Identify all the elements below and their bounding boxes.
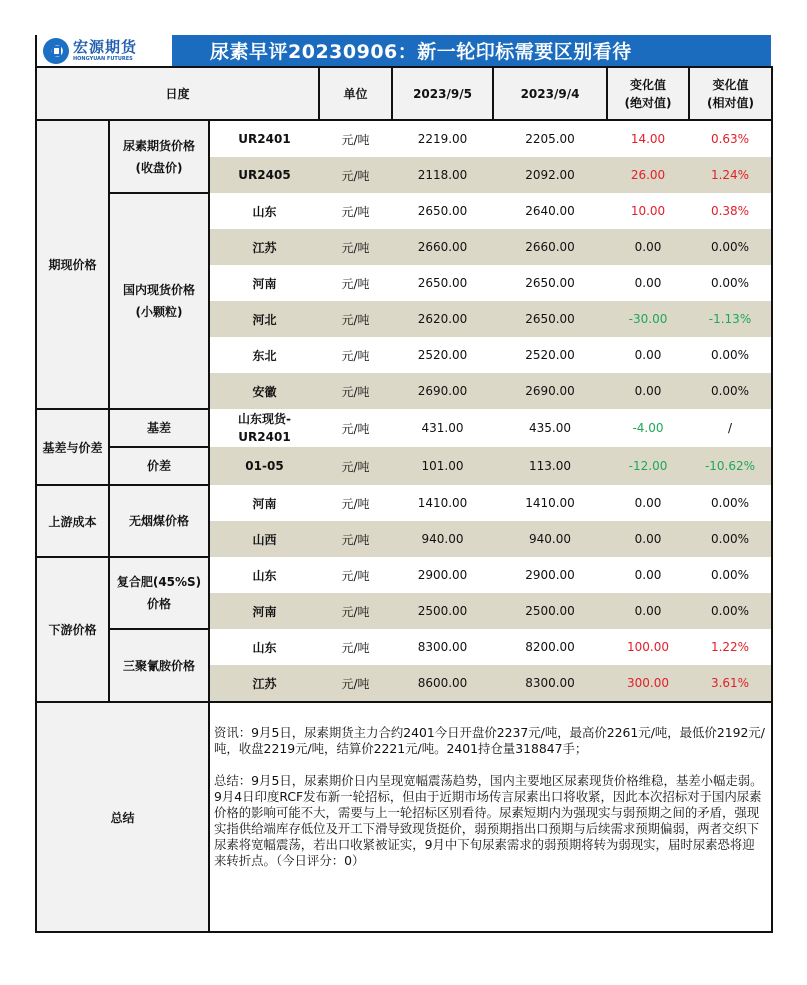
rel-change: -1.13%: [689, 301, 772, 337]
subcategory-spot: 国内现货价格 (小颗粒): [109, 193, 209, 409]
value-date2: 2690.00: [493, 373, 607, 409]
value-date2: 8300.00: [493, 665, 607, 702]
item-name: 河南: [209, 593, 319, 629]
rel-change: 0.00%: [689, 593, 772, 629]
unit: 元/吨: [319, 301, 392, 337]
col-header-date2: 2023/9/4: [493, 67, 607, 120]
unit: 元/吨: [319, 193, 392, 229]
col-header-abs-change: 变化值 (绝对值): [607, 67, 689, 120]
value-date1: 2219.00: [392, 120, 493, 157]
unit: 元/吨: [319, 593, 392, 629]
unit: 元/吨: [319, 120, 392, 157]
table-row: [36, 120, 772, 157]
table-row: [36, 557, 772, 593]
subcategory-futures: 尿素期货价格 (收盘价): [109, 120, 209, 193]
rel-change: -10.62%: [689, 447, 772, 485]
value-date1: 101.00: [392, 447, 493, 485]
value-date2: 2650.00: [493, 301, 607, 337]
abs-change: 300.00: [607, 665, 689, 702]
item-name: 江苏: [209, 229, 319, 265]
item-name: 东北: [209, 337, 319, 373]
summary-conclusion: 总结：9月5日，尿素期价日内呈现宽幅震荡趋势，国内主要地区尿素现货价格维稳，基差小幅走弱。9月4日印度RCF发布新一轮招标，但由于近期市场传言尿素出口将收紧，因此本次招标对于国内尿素价格的影响可能不大，需要与上一轮招标区别看待。尿素短期内为强现实与弱预期之间的矛盾，强现实指供给端库存低位及开工下滑导致现货挺价，弱预期指出口预期与后续需求预期偏弱，两者交织下尿素将宽幅震荡，若出口收紧被证实，9月中下旬尿素需求的弱预期将转为弱现实，届时尿素恐将迎来转折点。（今日评分：0）: [214, 773, 763, 868]
col-header-unit: 单位: [319, 67, 392, 120]
summary-news: 资讯：9月5日，尿素期货主力合约2401今日开盘价2237元/吨，最高价2261元/吨，最低价2192元/吨，收盘2219元/吨，结算价2221元/吨。2401持仓量318847手；: [214, 725, 765, 756]
table-row: [36, 447, 772, 485]
unit: 元/吨: [319, 521, 392, 557]
report-title: 尿素早评20230906：新一轮印标需要区别看待: [172, 35, 771, 66]
item-name: 01-05: [209, 447, 319, 485]
unit: 元/吨: [319, 557, 392, 593]
report-sheet: [35, 35, 771, 933]
subcategory-melamine: 三聚氰胺价格: [109, 629, 209, 702]
value-date2: 2092.00: [493, 157, 607, 193]
unit: 元/吨: [319, 447, 392, 485]
value-date2: 1410.00: [493, 485, 607, 521]
abs-change: 0.00: [607, 557, 689, 593]
abs-change: 0.00: [607, 485, 689, 521]
unit: 元/吨: [319, 337, 392, 373]
value-date1: 8300.00: [392, 629, 493, 665]
value-date2: 2650.00: [493, 265, 607, 301]
value-date1: 8600.00: [392, 665, 493, 702]
rel-change: 0.00%: [689, 337, 772, 373]
value-date1: 2118.00: [392, 157, 493, 193]
abs-change: 100.00: [607, 629, 689, 665]
table-row: [36, 193, 772, 229]
col-header-rel-change: 变化值 (相对值): [689, 67, 772, 120]
value-date2: 940.00: [493, 521, 607, 557]
value-date2: 2205.00: [493, 120, 607, 157]
abs-change: 0.00: [607, 521, 689, 557]
logo-chinese-name: 宏源期货: [73, 37, 138, 56]
logo-mark-icon: [43, 38, 69, 64]
unit: 元/吨: [319, 373, 392, 409]
header-row: [36, 67, 772, 120]
abs-change: 0.00: [607, 337, 689, 373]
category-downstream: 下游价格: [36, 557, 109, 702]
value-date1: 431.00: [392, 409, 493, 447]
summary-text: [209, 702, 772, 932]
item-name: 山东: [209, 193, 319, 229]
col-header-period: 日度: [36, 67, 319, 120]
item-name: 河南: [209, 485, 319, 521]
item-name: 山东现货- UR2401: [209, 409, 319, 447]
rel-change: 0.38%: [689, 193, 772, 229]
subcategory-compound-fertilizer: 复合肥(45%S) 价格: [109, 557, 209, 629]
value-date1: 2620.00: [392, 301, 493, 337]
table-row: [36, 485, 772, 521]
rel-change: 0.00%: [689, 521, 772, 557]
item-name: 江苏: [209, 665, 319, 702]
value-date1: 2650.00: [392, 193, 493, 229]
unit: 元/吨: [319, 665, 392, 702]
unit: 元/吨: [319, 629, 392, 665]
category-basis-spread: 基差与价差: [36, 409, 109, 485]
value-date1: 2900.00: [392, 557, 493, 593]
rel-change: 3.61%: [689, 665, 772, 702]
rel-change: 0.00%: [689, 557, 772, 593]
unit: 元/吨: [319, 485, 392, 521]
item-name: 山西: [209, 521, 319, 557]
item-name: 山东: [209, 557, 319, 593]
item-name: 安徽: [209, 373, 319, 409]
item-name: 河北: [209, 301, 319, 337]
value-date2: 2520.00: [493, 337, 607, 373]
rel-change: /: [689, 409, 772, 447]
value-date1: 2520.00: [392, 337, 493, 373]
value-date1: 2660.00: [392, 229, 493, 265]
table-row: [36, 629, 772, 665]
value-date1: 2500.00: [392, 593, 493, 629]
item-name: UR2405: [209, 157, 319, 193]
value-date2: 113.00: [493, 447, 607, 485]
abs-change: 0.00: [607, 265, 689, 301]
subcategory-anthracite: 无烟煤价格: [109, 485, 209, 557]
unit: 元/吨: [319, 229, 392, 265]
rel-change: 1.24%: [689, 157, 772, 193]
abs-change: 26.00: [607, 157, 689, 193]
rel-change: 0.63%: [689, 120, 772, 157]
abs-change: 0.00: [607, 229, 689, 265]
subcategory-spread: 价差: [109, 447, 209, 485]
price-table: [35, 66, 773, 933]
rel-change: 0.00%: [689, 229, 772, 265]
value-date1: 2690.00: [392, 373, 493, 409]
abs-change: 0.00: [607, 373, 689, 409]
abs-change: -30.00: [607, 301, 689, 337]
item-name: 河南: [209, 265, 319, 301]
rel-change: 0.00%: [689, 265, 772, 301]
value-date2: 8200.00: [493, 629, 607, 665]
unit: 元/吨: [319, 265, 392, 301]
summary-label: 总结: [36, 702, 209, 932]
value-date2: 2640.00: [493, 193, 607, 229]
abs-change: 10.00: [607, 193, 689, 229]
value-date1: 2650.00: [392, 265, 493, 301]
abs-change: -4.00: [607, 409, 689, 447]
category-spot-futures: 期现价格: [36, 120, 109, 409]
value-date1: 940.00: [392, 521, 493, 557]
unit: 元/吨: [319, 157, 392, 193]
category-upstream: 上游成本: [36, 485, 109, 557]
value-date2: 2500.00: [493, 593, 607, 629]
abs-change: 14.00: [607, 120, 689, 157]
table-row: [36, 409, 772, 447]
abs-change: 0.00: [607, 593, 689, 629]
rel-change: 1.22%: [689, 629, 772, 665]
value-date2: 2660.00: [493, 229, 607, 265]
value-date1: 1410.00: [392, 485, 493, 521]
logo-english-name: HONGYUAN FUTURES: [73, 55, 133, 62]
title-bar: [35, 35, 771, 66]
subcategory-basis: 基差: [109, 409, 209, 447]
value-date2: 435.00: [493, 409, 607, 447]
unit: 元/吨: [319, 409, 392, 447]
item-name: 山东: [209, 629, 319, 665]
summary-row: [36, 702, 772, 932]
company-logo: [37, 35, 172, 66]
col-header-date1: 2023/9/5: [392, 67, 493, 120]
item-name: UR2401: [209, 120, 319, 157]
abs-change: -12.00: [607, 447, 689, 485]
value-date2: 2900.00: [493, 557, 607, 593]
rel-change: 0.00%: [689, 373, 772, 409]
rel-change: 0.00%: [689, 485, 772, 521]
